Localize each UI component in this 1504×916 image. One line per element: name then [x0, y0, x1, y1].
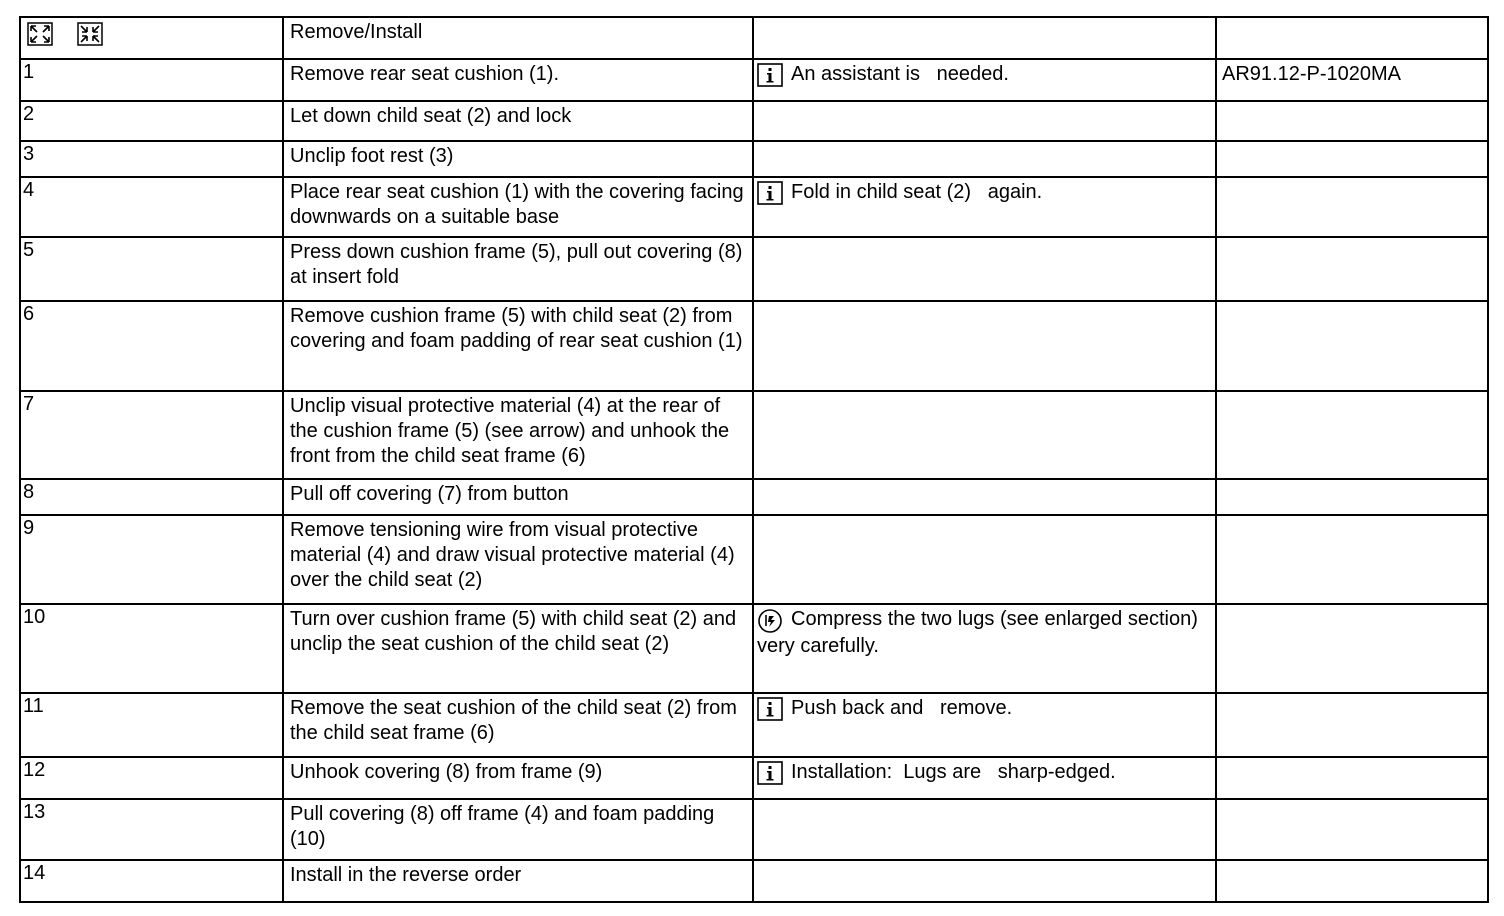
- table-row: [20, 141, 1488, 177]
- step-note: [753, 757, 1216, 799]
- step-number-text: 13: [23, 801, 46, 823]
- step-number: [20, 604, 283, 693]
- step-ref: [1216, 515, 1488, 604]
- step-number: [20, 799, 283, 860]
- step-action: Install in the reverse order: [283, 860, 753, 902]
- step-note-text: Installation: Lugs are sharp-edged.: [791, 761, 1116, 783]
- step-number: [20, 301, 283, 391]
- step-note-text: Push back and remove.: [791, 697, 1013, 719]
- step-action: Remove tensioning wire from visual protective material (4) and draw visual protective material (4) over the child seat (2): [283, 515, 753, 604]
- caution-icon: [757, 608, 783, 634]
- table-row: [20, 860, 1488, 902]
- header-note: [753, 17, 1216, 59]
- step-number-text: 2: [23, 103, 35, 125]
- step-action: Remove rear seat cushion (1).: [283, 59, 753, 101]
- step-number: [20, 141, 283, 177]
- step-note: [753, 799, 1216, 860]
- step-number: [20, 515, 283, 604]
- step-ref: [1216, 391, 1488, 479]
- step-number-text: 12: [23, 759, 46, 781]
- step-action: Unclip foot rest (3): [283, 141, 753, 177]
- table-row: [20, 237, 1488, 301]
- step-ref: [1216, 101, 1488, 141]
- step-number: [20, 59, 283, 101]
- step-ref: [1216, 799, 1488, 860]
- step-action: Let down child seat (2) and lock: [283, 101, 753, 141]
- header-row: [20, 17, 1488, 59]
- table-row: [20, 59, 1488, 101]
- info-icon: [757, 761, 783, 785]
- step-action: Place rear seat cushion (1) with the covering facing downwards on a suitable base: [283, 177, 753, 237]
- step-number: [20, 101, 283, 141]
- step-number-text: 7: [23, 393, 35, 415]
- table-row: [20, 604, 1488, 693]
- step-action: Remove cushion frame (5) with child seat (2) from covering and foam padding of rear seat cushion (1): [283, 301, 753, 391]
- table-row: [20, 515, 1488, 604]
- step-number-text: 1: [23, 61, 35, 83]
- step-note: [753, 693, 1216, 757]
- info-icon: [757, 697, 783, 721]
- step-number: [20, 237, 283, 301]
- header-ref: [1216, 17, 1488, 59]
- step-ref: [1216, 860, 1488, 902]
- step-ref: [1216, 237, 1488, 301]
- table-row: [20, 177, 1488, 237]
- step-ref: [1216, 693, 1488, 757]
- step-action: Pull covering (8) off frame (4) and foam padding (10): [283, 799, 753, 860]
- table-row: [20, 391, 1488, 479]
- step-note: [753, 101, 1216, 141]
- step-ref: [1216, 604, 1488, 693]
- table-row: [20, 301, 1488, 391]
- step-ref: [1216, 141, 1488, 177]
- step-number: [20, 479, 283, 515]
- step-note: [753, 860, 1216, 902]
- step-action: Press down cushion frame (5), pull out covering (8) at insert fold: [283, 237, 753, 301]
- table-row: [20, 101, 1488, 141]
- step-action: Remove the seat cushion of the child seat (2) from the child seat frame (6): [283, 693, 753, 757]
- step-note: [753, 237, 1216, 301]
- step-note: [753, 515, 1216, 604]
- step-note-text: Fold in child seat (2) again.: [791, 181, 1043, 203]
- step-number-text: 6: [23, 303, 35, 325]
- step-action: Turn over cushion frame (5) with child seat (2) and unclip the seat cushion of the child seat (2): [283, 604, 753, 693]
- step-note: [753, 301, 1216, 391]
- step-number: [20, 177, 283, 237]
- step-ref: [1216, 757, 1488, 799]
- step-number: [20, 693, 283, 757]
- table-row: [20, 757, 1488, 799]
- header-title: Remove/Install: [283, 17, 753, 59]
- step-action: Pull off covering (7) from button: [283, 479, 753, 515]
- step-note: [753, 141, 1216, 177]
- procedure-table: [19, 16, 1489, 903]
- expand-arrows-icon[interactable]: [27, 22, 53, 46]
- step-note: [753, 479, 1216, 515]
- step-ref: [1216, 479, 1488, 515]
- reference-link[interactable]: AR91.12-P-1020MA: [1216, 59, 1488, 101]
- info-icon: [757, 63, 783, 87]
- header-icons-cell: [20, 17, 283, 59]
- step-number-text: 11: [23, 695, 44, 717]
- step-number-text: 9: [23, 517, 35, 539]
- step-note: [753, 391, 1216, 479]
- collapse-arrows-icon[interactable]: [77, 22, 103, 46]
- step-note: [753, 177, 1216, 237]
- table-row: [20, 693, 1488, 757]
- step-action: Unclip visual protective material (4) at the rear of the cushion frame (5) (see arrow) and unhook the front from the child seat frame (6): [283, 391, 753, 479]
- step-number-text: 3: [23, 143, 35, 165]
- step-number: [20, 860, 283, 902]
- step-number-text: 14: [23, 862, 46, 884]
- step-note: [753, 59, 1216, 101]
- step-note-text: Compress the two lugs (see enlarged section) very carefully.: [757, 608, 1204, 657]
- step-action: Unhook covering (8) from frame (9): [283, 757, 753, 799]
- step-number-text: 10: [23, 606, 46, 628]
- step-ref: [1216, 301, 1488, 391]
- step-ref: [1216, 177, 1488, 237]
- step-number: [20, 757, 283, 799]
- step-number-text: 4: [23, 179, 35, 201]
- step-note: [753, 604, 1216, 693]
- step-number: [20, 391, 283, 479]
- step-number-text: 5: [23, 239, 35, 261]
- step-note-text: An assistant is needed.: [791, 63, 1009, 85]
- step-number-text: 8: [23, 481, 35, 503]
- table-row: [20, 799, 1488, 860]
- table-row: [20, 479, 1488, 515]
- info-icon: [757, 181, 783, 205]
